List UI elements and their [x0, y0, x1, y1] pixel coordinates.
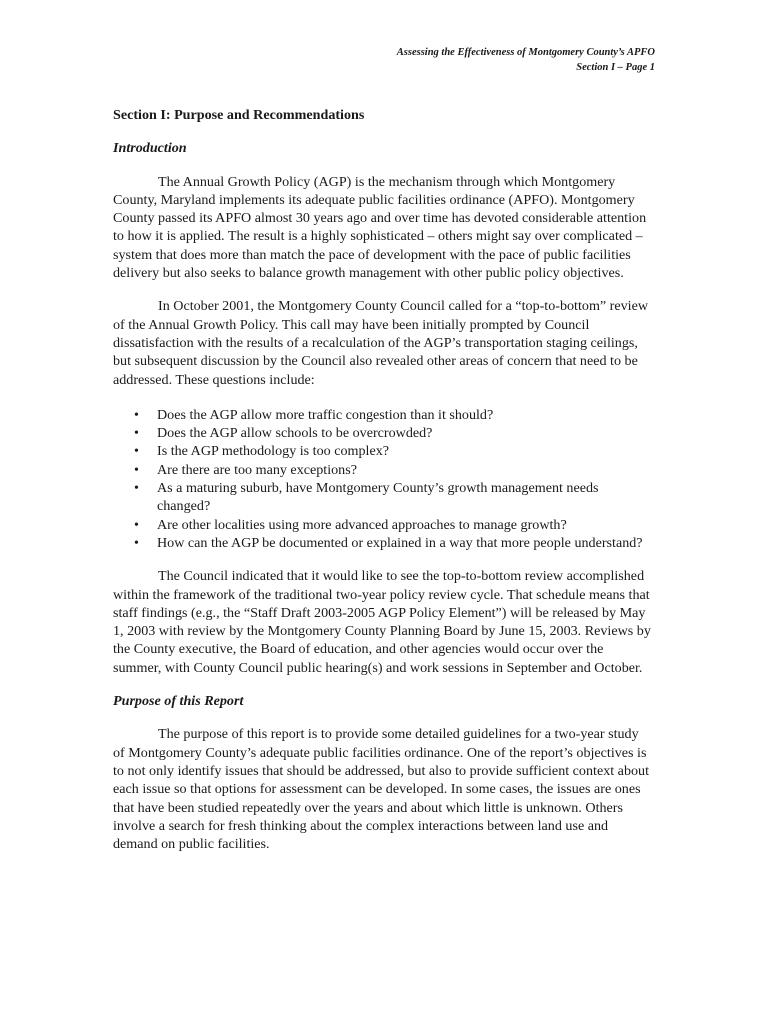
bullet-icon: •	[134, 480, 139, 497]
purpose-heading: Purpose of this Report	[113, 693, 244, 710]
bullet-icon: •	[134, 406, 139, 423]
bullet-icon: •	[134, 461, 139, 478]
list-item-text: Does the AGP allow more traffic congestion than it should?	[157, 406, 494, 423]
list-item	[113, 479, 653, 516]
introduction-paragraph-3: The Council indicated that it would like to see the top-to-bottom review accomplished within the framework of the traditional two-year policy review cycle. That schedule means that staff findings (e.g., the “Staff Draft 2003-2005 AGP Policy Element”) will be released by May 1, 2003 with review by the Montgomery County Planning Board by June 15, 2003. Reviews by the County executive, the Board of education, and other agencies would occur over the summer, with County Council public hearing(s) and work sessions in September and October.	[113, 568, 651, 676]
bullet-icon: •	[134, 516, 139, 533]
list-item-text: Are there are too many exceptions?	[157, 461, 357, 478]
section-title: Section I: Purpose and Recommendations	[113, 107, 365, 123]
list-item	[113, 516, 653, 534]
list-item	[113, 534, 653, 552]
list-item-text: As a maturing suburb, have Montgomery County’s growth management needs changed?	[157, 480, 599, 515]
list-item-text: How can the AGP be documented or explained in a way that more people understand?	[157, 534, 643, 551]
bullet-icon: •	[134, 534, 139, 551]
list-item-text: Is the AGP methodology is too complex?	[157, 443, 390, 460]
list-item	[113, 406, 653, 424]
list-item-text: Does the AGP allow schools to be overcrowded?	[157, 425, 433, 442]
list-item	[113, 442, 653, 460]
introduction-paragraph-2: In October 2001, the Montgomery County Council called for a “top-to-bottom” review of the Annual Growth Policy. This call may have been initially prompted by Council dissatisfaction with the results of a recalculation of the AGP’s transportation staging ceilings, but subsequent discussion by the Council also revealed other areas of concern that need to be addressed. These questions include:	[113, 298, 649, 388]
introduction-paragraph-1: The Annual Growth Policy (AGP) is the mechanism through which Montgomery County, Maryland implements its adequate public facilities ordinance (APFO). Montgomery County passed its APFO almost 30 years ago and over time has devoted considerable attention to how it is applied. The result is a highly sophisticated – others might say over complicated – system that does more than match the pace of development with the pace of public facilities delivery but also seeks to balance growth management with other public policy objectives.	[113, 173, 647, 282]
list-item-text: Are other localities using more advanced approaches to manage growth?	[157, 516, 567, 533]
list-item	[113, 461, 653, 479]
bullet-icon: •	[134, 443, 139, 460]
introduction-heading: Introduction	[113, 140, 187, 157]
list-item	[113, 424, 653, 442]
questions-list	[113, 406, 653, 552]
header-title: Assessing the Effectiveness of Montgomery County’s APFO	[396, 47, 655, 58]
running-header	[397, 45, 655, 75]
bullet-icon: •	[134, 425, 139, 442]
header-page-number: Section I – Page 1	[576, 62, 655, 73]
document-body	[113, 106, 653, 853]
purpose-paragraph-1: The purpose of this report is to provide some detailed guidelines for a two-year study of Montgomery County’s adequate public facilities ordinance. One of the report’s objectives is to not only identify issues that should be addressed, but also to provide sufficient context about each issue so that options for assessment can be developed. In some cases, the issues are ones that have been studied repeatedly over the years and about which little is unknown. Others involve a search for fresh thinking about the complex interactions between land use and demand on public facilities.	[113, 726, 649, 853]
